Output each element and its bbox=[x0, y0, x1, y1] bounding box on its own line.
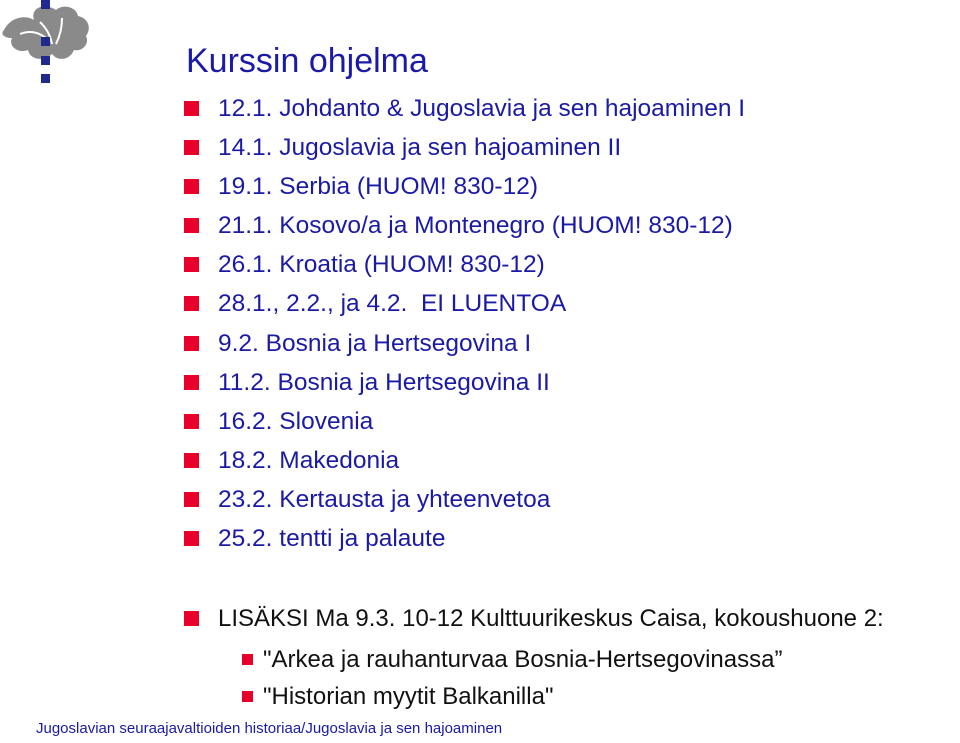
list-item bbox=[184, 480, 745, 519]
list-item-text: 14.1. Jugoslavia ja sen hajoaminen II bbox=[218, 134, 622, 162]
square-bullet-icon bbox=[184, 492, 199, 507]
slide-title: Kurssin ohjelma bbox=[186, 42, 428, 80]
extra-list bbox=[184, 599, 884, 639]
list-item-text: 25.2. tentti ja palaute bbox=[218, 525, 446, 553]
square-bullet-icon bbox=[184, 336, 199, 351]
square-bullet-icon bbox=[184, 296, 199, 311]
list-item-text: 18.2. Makedonia bbox=[218, 446, 400, 474]
list-item-text: 21.1. Kosovo/a ja Montenegro (HUOM! 830-12) bbox=[218, 212, 733, 240]
list-item bbox=[184, 441, 745, 480]
list-item bbox=[184, 167, 745, 206]
schedule-list bbox=[184, 89, 745, 558]
list-item-text: 26.1. Kroatia (HUOM! 830-12) bbox=[218, 251, 545, 279]
list-item bbox=[184, 519, 745, 558]
list-item-text: 16.2. Slovenia bbox=[218, 407, 374, 435]
list-item bbox=[184, 206, 745, 245]
sub-list-item bbox=[242, 678, 782, 715]
list-item bbox=[184, 89, 745, 128]
sub-list-item bbox=[242, 641, 782, 678]
square-bullet-icon bbox=[184, 257, 199, 272]
square-bullet-icon bbox=[184, 375, 199, 390]
sub-item-text: "Arkea ja rauhanturvaa Bosnia-Hertsegovinassa” bbox=[263, 646, 783, 673]
list-item bbox=[184, 363, 745, 402]
extra-item-text: LISÄKSI Ma 9.3. 10-12 Kulttuurikeskus Caisa, kokoushuone 2: bbox=[218, 605, 884, 632]
square-bullet-icon bbox=[184, 611, 199, 626]
sub-item-text: "Historian myytit Balkanilla" bbox=[263, 683, 554, 710]
square-bullet-icon bbox=[184, 218, 199, 233]
list-item bbox=[184, 402, 745, 441]
square-bullet-icon bbox=[242, 691, 253, 702]
list-item bbox=[184, 324, 745, 363]
square-bullet-icon bbox=[184, 179, 199, 194]
list-item bbox=[184, 245, 745, 284]
list-item bbox=[184, 284, 745, 323]
list-item-text: 23.2. Kertausta ja yhteenvetoa bbox=[218, 485, 551, 513]
list-item-extra bbox=[184, 599, 884, 639]
list-item-text: 11.2. Bosnia ja Hertsegovina II bbox=[218, 368, 550, 396]
list-item-text: 28.1., 2.2., ja 4.2. EI LUENTOA bbox=[218, 290, 567, 318]
square-bullet-icon bbox=[242, 654, 253, 665]
slide-footer: Jugoslavian seuraajavaltioiden historiaa/Jugoslavia ja sen hajoaminen bbox=[36, 720, 503, 737]
list-item-text: 9.2. Bosnia ja Hertsegovina I bbox=[218, 329, 532, 357]
list-item-text: 19.1. Serbia (HUOM! 830-12) bbox=[218, 173, 538, 201]
square-bullet-icon bbox=[184, 101, 199, 116]
square-bullet-icon bbox=[184, 140, 199, 155]
square-bullet-icon bbox=[184, 414, 199, 429]
square-bullet-icon bbox=[184, 453, 199, 468]
list-item bbox=[184, 128, 745, 167]
square-bullet-icon bbox=[184, 531, 199, 546]
sub-list bbox=[242, 641, 782, 715]
university-logo-icon bbox=[0, 0, 100, 90]
list-item-text: 12.1. Johdanto & Jugoslavia ja sen hajoaminen I bbox=[218, 95, 746, 122]
